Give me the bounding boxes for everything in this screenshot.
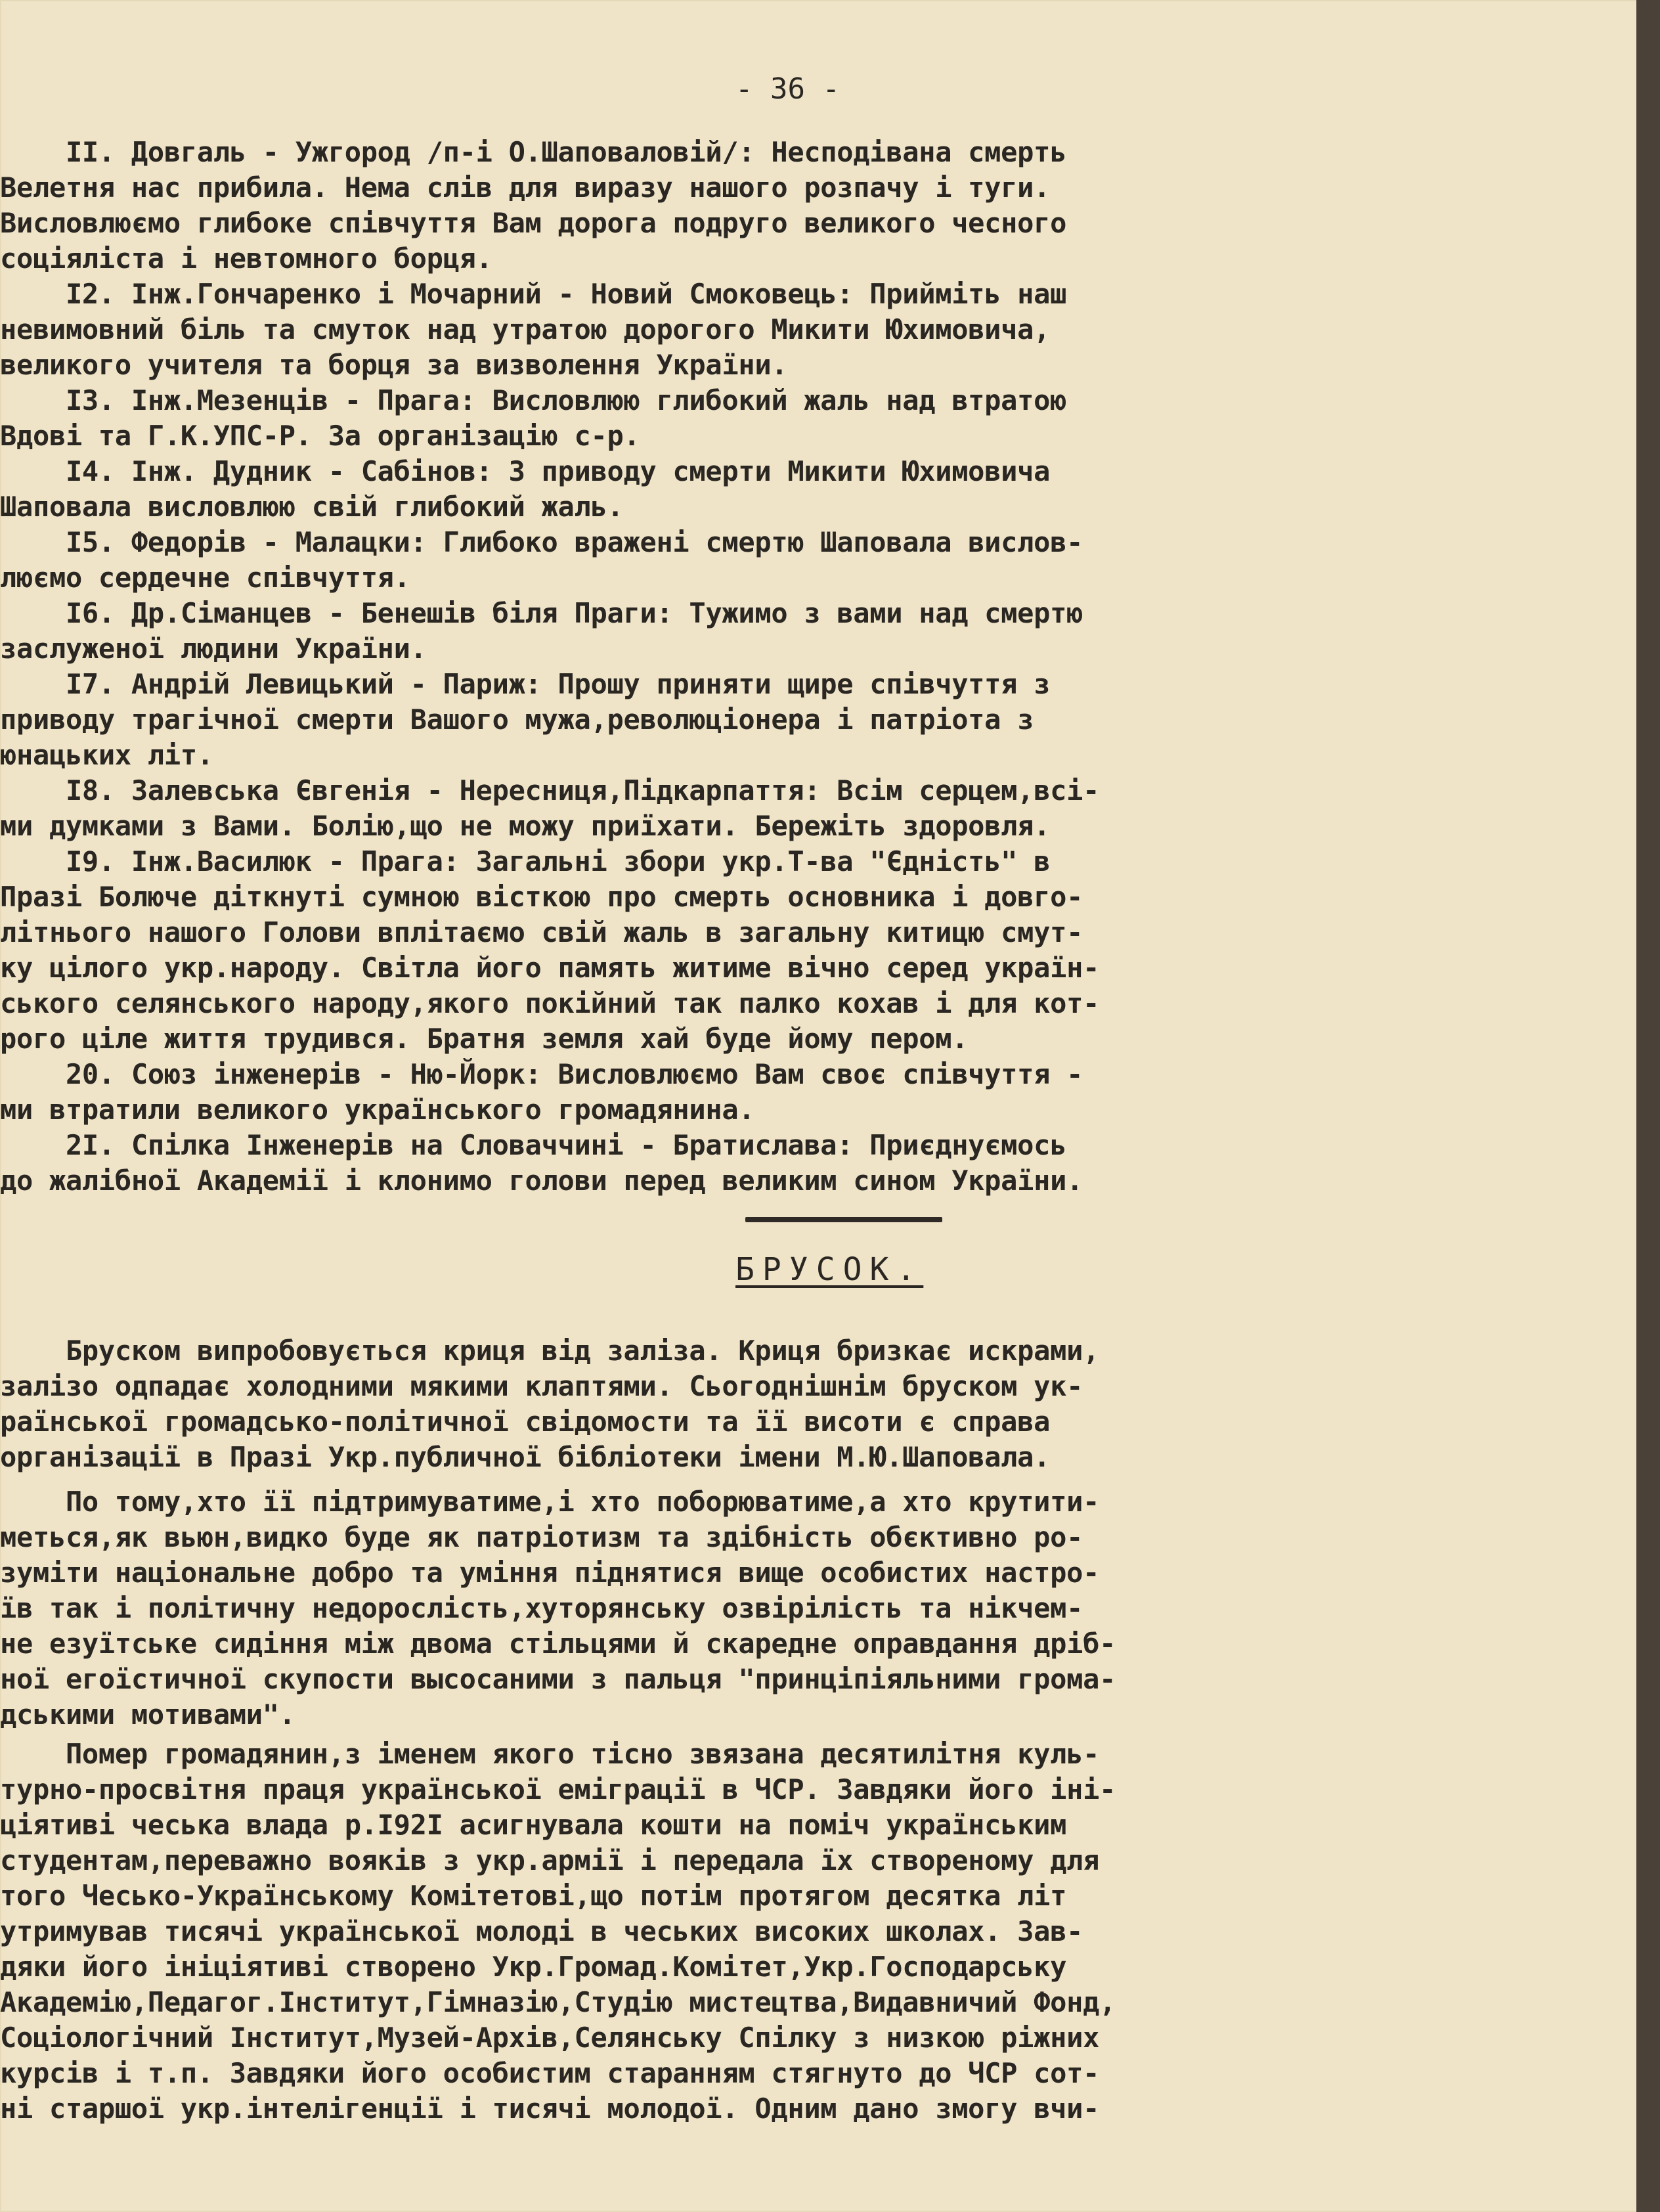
section-heading: БРУСОК. <box>735 1251 924 1288</box>
text-line: утримував тисячі української молоді в чеських високих школах. Зав- <box>0 1915 1083 1947</box>
text-line: Велетня нас прибила. Нема слів для виразу нашого розпачу і туги. <box>0 171 1051 204</box>
text-line: ми втратили великого українського громадянина. <box>0 1094 755 1126</box>
text-line: того Чесько-Українському Комітетові,що потім протягом десятка літ <box>0 1880 1067 1912</box>
text-line: ціятиві чеська влада р.I92I асигнувала кошти на поміч українським <box>0 1809 1067 1841</box>
text-line: Висловлюємо глибоке співчуття Вам дорога подруго великого чесного <box>0 207 1067 239</box>
text-line: невимовний біль та смуток над утратою дорогого Микити Юхимовича, <box>0 313 1051 345</box>
text-line: раїнської громадсько-політичної свідомости та її висоти є справа <box>0 1405 1051 1438</box>
text-line: Соціологічний Інститут,Музей-Архів,Селянську Спілку з низкою ріжних <box>0 2022 1100 2054</box>
text-line: I5. Федорів - Малацки: Глибоко вражені смертю Шаповала вислов- <box>0 526 1083 558</box>
text-line: рого ціле життя трудився. Братня земля хай буде йому пером. <box>0 1023 969 1055</box>
text-line: організації в Празі Укр.публичної бібліотеки імени М.Ю.Шаповала. <box>0 1441 1051 1473</box>
text-line: меться,як вьюн,видко буде як патріотизм та здібність обєктивно ро- <box>0 1521 1083 1553</box>
text-line: літнього нашого Голови вплітаємо свій жаль в загальну китицю смут- <box>0 916 1083 948</box>
text-line: 2I. Спілка Інженерів на Словаччині - Братислава: Приєднуємось <box>0 1129 1067 1161</box>
text-line: люємо сердечне співчуття. <box>0 562 410 594</box>
text-line: дськими мотивами". <box>0 1698 295 1731</box>
text-line: I7. Андрій Левицький - Париж: Прошу приняти щире співчуття з <box>0 668 1051 700</box>
text-line: приводу трагічної смерти Вашого мужа,революціонера і патріота з <box>0 703 1034 736</box>
text-line: I6. Др.Сіманцев - Бенешів біля Праги: Тужимо з вами над смертю <box>0 597 1083 629</box>
text-line: Бруском випробовується криця від заліза. Криця бризкає искрами, <box>0 1335 1100 1367</box>
text-line: I2. Інж.Гончаренко і Мочарний - Новий Смоковець: Прийміть наш <box>0 278 1067 310</box>
text-line: дяки його ініціятиві створено Укр.Громад.Комітет,Укр.Господарську <box>0 1951 1067 1983</box>
text-line: великого учителя та борця за визволення України. <box>0 349 788 381</box>
text-line: заслуженої людини України. <box>0 632 427 665</box>
text-line: студентам,переважно вояків з укр.армії і передала їх створеному для <box>0 1844 1100 1876</box>
text-line: ні старшої укр.інтелігенції і тисячі молодої. Одним дано змогу вчи- <box>0 2092 1100 2125</box>
text-line: I3. Інж.Мезенців - Прага: Висловлюю глибокий жаль над втратою <box>0 384 1067 416</box>
page-number: - 36 - <box>735 72 840 106</box>
text-line: ми думками з Вами. Болію,що не можу приїхати. Бережіть здоровля. <box>0 810 1051 842</box>
text-line: По тому,хто її підтримуватиме,і хто поборюватиме,а хто крутити- <box>0 1486 1100 1518</box>
text-line: їв так і політичну недорослість,хуторянську озвірілість та нікчем- <box>0 1592 1083 1624</box>
text-line: юнацьких літ. <box>0 739 213 771</box>
section-divider <box>745 1217 942 1222</box>
text-line: до жалібної Академії і клонимо голови перед великим сином України. <box>0 1164 1083 1197</box>
text-line: Шаповала висловлюю свій глибокий жаль. <box>0 491 624 523</box>
text-line: турно-просвітня праця української еміграції в ЧСР. Завдяки його іні- <box>0 1773 1116 1805</box>
text-line: II. Довгаль - Ужгород /п-і О.Шаповаловій/: Несподівана смерть <box>0 136 1067 168</box>
text-line: залізо одпадає холодними мякими клаптями. Сьогоднішнім бруском ук- <box>0 1370 1083 1402</box>
text-line: ної егоїстичної скупости высосаними з пальця "принціпіяльними грома- <box>0 1663 1116 1695</box>
text-line: Академію,Педагог.Інститут,Гімназію,Студію мистецтва,Видавничий Фонд, <box>0 1986 1116 2018</box>
text-line: ку цілого укр.народу. Світла його память житиме вічно серед україн- <box>0 952 1100 984</box>
text-line: Помер громадянин,з іменем якого тісно звязана десятилітня куль- <box>0 1738 1100 1770</box>
text-line: курсів і т.п. Завдяки його особистим старанням стягнуто до ЧСР сот- <box>0 2057 1100 2089</box>
text-line: зуміти національне добро та уміння піднятися вище особистих настро- <box>0 1557 1100 1589</box>
text-line: I8. Залевська Євгенія - Нересниця,Підкарпаття: Всім серцем,всі- <box>0 774 1100 807</box>
text-line: 20. Союз інженерів - Ню-Йорк: Висловлюємо Вам своє співчуття - <box>0 1058 1083 1090</box>
text-line: не езуїтське сидіння між двома стільцями й скаредне оправдання дріб- <box>0 1627 1116 1660</box>
text-line: соціяліста і невтомного борця. <box>0 242 492 275</box>
text-line: Празі Болюче діткнуті сумною вісткою про смерть основника і довго- <box>0 881 1083 913</box>
text-line: Вдові та Г.К.УПС-Р. За організацію с-р. <box>0 420 640 452</box>
text-line: ського селянського народу,якого покійний так палко кохав і для кот- <box>0 987 1100 1019</box>
text-line: I4. Інж. Дудник - Сабінов: З приводу смерти Микити Юхимовича <box>0 455 1051 487</box>
scan-binding-edge <box>1636 0 1660 2212</box>
text-line: I9. Інж.Василюк - Прага: Загальні збори укр.Т-ва "Єдність" в <box>0 845 1051 877</box>
